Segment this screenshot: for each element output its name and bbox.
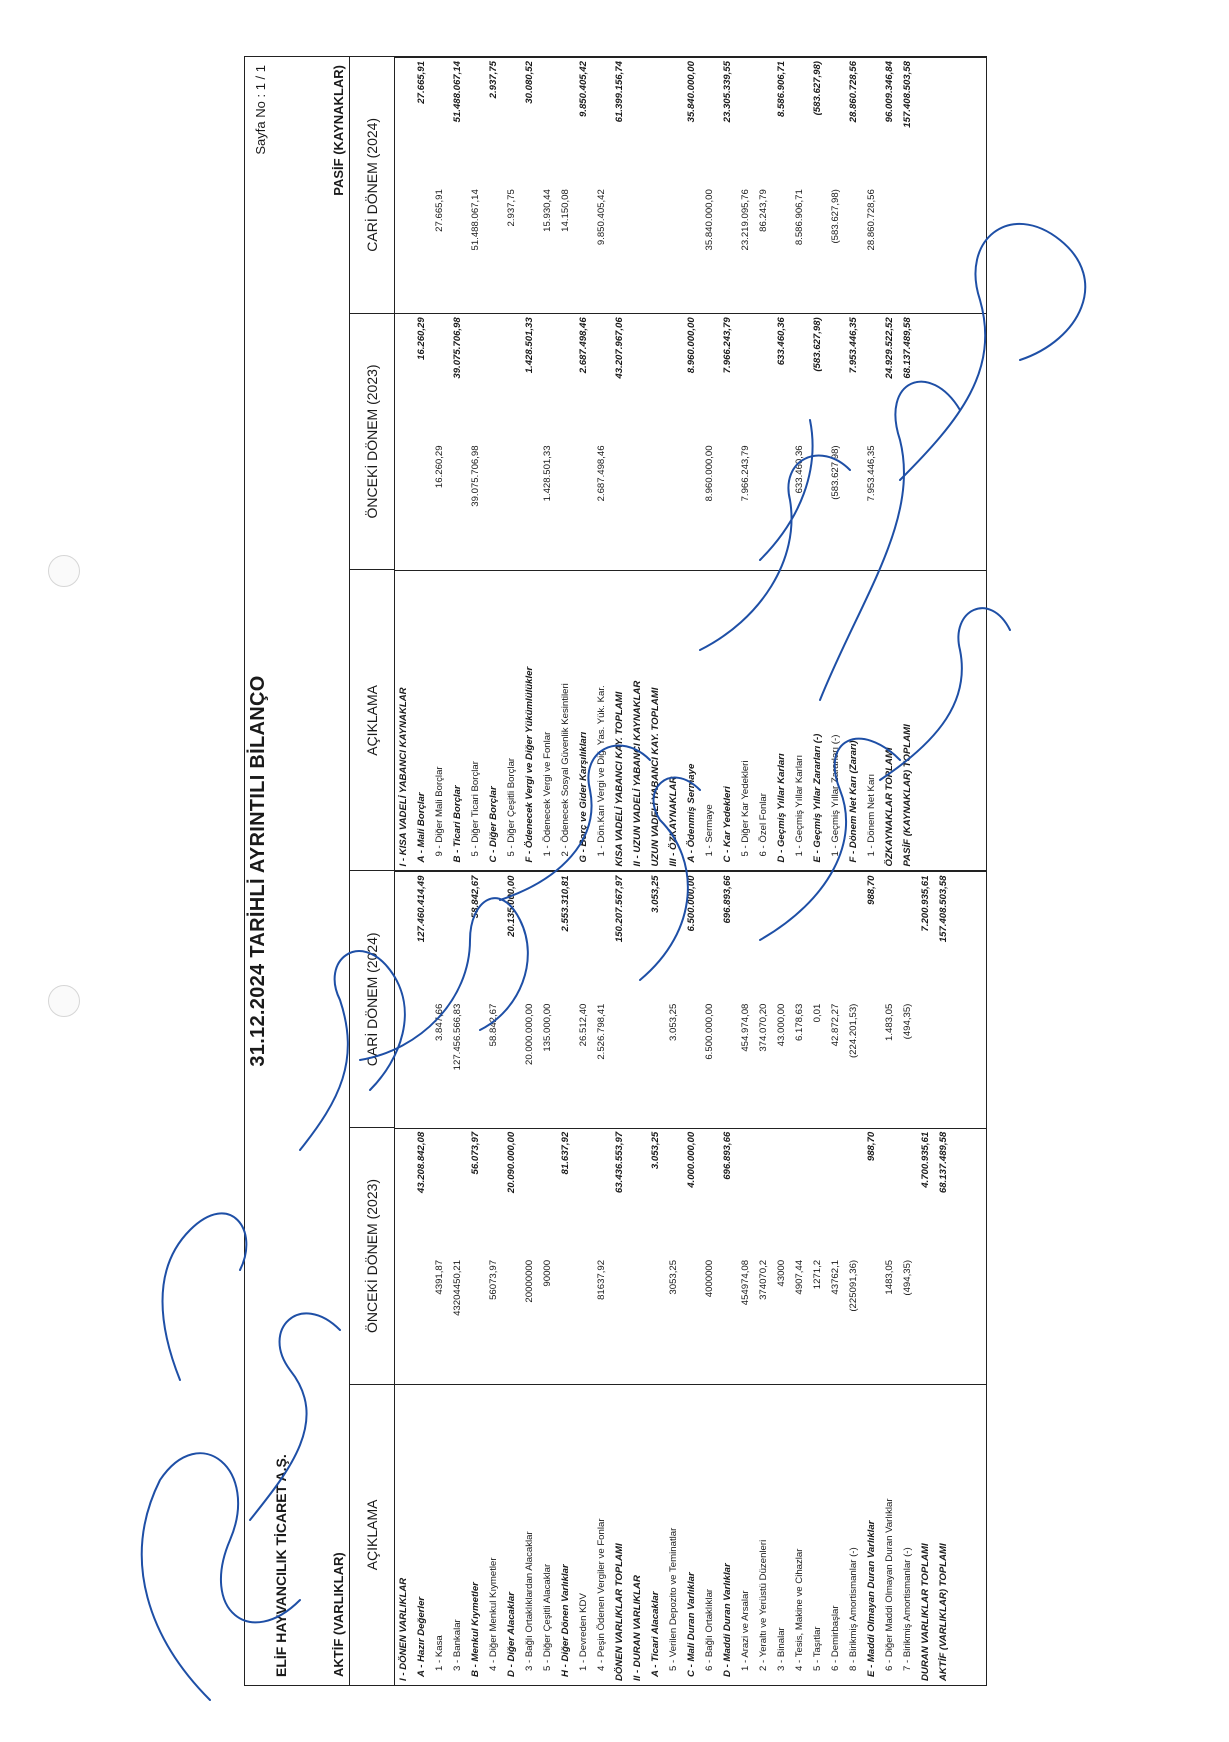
cur-detail-value: 2.526.798,41 bbox=[596, 1003, 607, 1060]
row-description: 5 - Diğer Çeşitli Borçlar bbox=[506, 757, 517, 857]
prev-detail-value: 454974,08 bbox=[740, 1259, 751, 1306]
table-row bbox=[413, 57, 431, 871]
table-row bbox=[431, 872, 449, 1686]
row-description: 3 - Bankalar bbox=[452, 1619, 463, 1671]
aktif-desc-header: AÇIKLAMA bbox=[350, 1384, 394, 1685]
row-description: 6 - Özel Fonlar bbox=[758, 793, 769, 857]
cur-detail-value: 27.665,91 bbox=[434, 189, 445, 232]
table-row bbox=[701, 57, 719, 871]
row-description: 7 - Birikmiş Amortismanlar (-) bbox=[902, 1547, 913, 1671]
table-row bbox=[503, 872, 521, 1686]
cur-total-value: 23.305.339,55 bbox=[722, 61, 733, 123]
pasif-section-title: PASİF (KAYNAKLAR) bbox=[331, 65, 346, 196]
cur-total-value: 61.399.156,74 bbox=[614, 61, 625, 123]
balance-grid bbox=[349, 56, 987, 1686]
prev-total-value: 43.208.842,08 bbox=[416, 1131, 427, 1194]
cur-total-value: 9.850.405,42 bbox=[578, 61, 589, 118]
prev-total-value: 633.460,36 bbox=[776, 317, 787, 366]
cur-detail-value: 3.053,25 bbox=[668, 1003, 679, 1041]
cur-total-value: 157.408.503,58 bbox=[902, 61, 913, 128]
row-description: 5 - Verilen Depozito ve Teminatlar bbox=[668, 1527, 679, 1671]
cur-detail-value: 20.000.000,00 bbox=[524, 1003, 535, 1065]
table-row bbox=[827, 872, 845, 1686]
cur-detail-value: 3.847,66 bbox=[434, 1003, 445, 1041]
cur-total-value: 51.488.067,14 bbox=[452, 61, 463, 123]
cur-total-value: 150.207.567,97 bbox=[614, 875, 625, 943]
table-row bbox=[737, 57, 755, 871]
table-row bbox=[395, 57, 413, 871]
cur-total-value: 2.937,75 bbox=[488, 61, 499, 99]
cur-total-value: 58.842,67 bbox=[470, 875, 481, 919]
prev-detail-value: (583.627,98) bbox=[830, 445, 841, 500]
aktif-prev-header: ÖNCEKİ DÖNEM (2023) bbox=[350, 1127, 394, 1384]
table-row bbox=[593, 57, 611, 871]
prev-detail-value: 2.687.498,46 bbox=[596, 445, 607, 502]
row-description: 4 - Tesis, Makine ve Cihazlar bbox=[794, 1548, 805, 1671]
cur-detail-value: 6.500.000,00 bbox=[704, 1003, 715, 1060]
prev-total-value: 2.687.498,46 bbox=[578, 317, 589, 374]
cur-total-value: 7.200.935,61 bbox=[920, 875, 931, 932]
cur-total-value: (583.627,98) bbox=[812, 61, 823, 116]
row-description: III - ÖZKAYNAKLAR bbox=[668, 776, 679, 867]
table-row bbox=[413, 872, 431, 1686]
cur-detail-value: 23.219.095,76 bbox=[740, 189, 751, 251]
row-description: E - Geçmiş Yıllar Zararları (-) bbox=[812, 733, 823, 863]
row-description: E - Maddi Olmayan Duran Varlıklar bbox=[866, 1520, 877, 1677]
row-description: 4 - Peşin Ödenen Vergiler ve Fonlar bbox=[596, 1518, 607, 1671]
prev-total-value: 696.893,66 bbox=[722, 1131, 733, 1180]
cur-detail-value: 14.150,08 bbox=[560, 189, 571, 232]
row-description: 6 - Diğer Maddi Olmayan Duran Varlıklar bbox=[884, 1498, 895, 1671]
table-row bbox=[449, 872, 467, 1686]
prev-detail-value: (494,35) bbox=[902, 1259, 913, 1296]
table-row bbox=[773, 57, 791, 871]
cur-detail-value: 35.840.000,00 bbox=[704, 189, 715, 251]
aktif-cur-header: CARİ DÖNEM (2024) bbox=[364, 932, 380, 1067]
cur-total-value: 27.665,91 bbox=[416, 61, 427, 104]
prev-total-value: 7.966.243,79 bbox=[722, 317, 733, 374]
prev-total-value: 4.000.000,00 bbox=[686, 1131, 697, 1188]
table-row bbox=[755, 872, 773, 1686]
prev-detail-value: 39.075.706,98 bbox=[470, 445, 481, 507]
row-description: 5 - Taşıtlar bbox=[812, 1626, 823, 1671]
cur-detail-value: 58.842,67 bbox=[488, 1003, 499, 1047]
row-description: DURAN VARLIKLAR TOPLAMI bbox=[920, 1543, 931, 1681]
row-description: B - Ticari Borçlar bbox=[452, 785, 463, 863]
prev-total-value: 16.260,29 bbox=[416, 317, 427, 360]
table-row bbox=[791, 57, 809, 871]
table-row bbox=[863, 57, 881, 871]
cur-detail-value: 0,01 bbox=[812, 1003, 823, 1023]
cur-detail-value: 127.456.566,83 bbox=[452, 1003, 463, 1071]
table-row bbox=[449, 57, 467, 871]
table-row bbox=[575, 872, 593, 1686]
row-description: 1 - Kasa bbox=[434, 1635, 445, 1671]
prev-detail-value: 8.960.000,00 bbox=[704, 445, 715, 502]
prev-detail-value: 43000 bbox=[776, 1259, 787, 1287]
prev-detail-value: 43762,1 bbox=[830, 1259, 841, 1295]
row-description: UZUN VADELİ YABANCI KAY. TOPLAMI bbox=[650, 687, 661, 867]
table-row bbox=[395, 872, 413, 1686]
cur-detail-value: 8.586.906,71 bbox=[794, 189, 805, 246]
prev-total-value: 68.137.489,58 bbox=[902, 317, 913, 379]
table-row bbox=[521, 872, 539, 1686]
row-description: F - Ödenecek Vergi ve Diğer Yükümlülükler bbox=[524, 666, 535, 863]
prev-detail-value: 81637,92 bbox=[596, 1259, 607, 1300]
row-description: 6 - Demirbaşlar bbox=[830, 1605, 841, 1671]
cur-total-value: 127.460.414,49 bbox=[416, 875, 427, 943]
row-description: 3 - Bağlı Ortaklıklardan Alacaklar bbox=[524, 1531, 535, 1671]
cur-detail-value: 454.974,08 bbox=[740, 1003, 751, 1052]
table-row bbox=[629, 57, 647, 871]
cur-detail-value: (494,35) bbox=[902, 1003, 913, 1040]
table-row bbox=[845, 57, 863, 871]
cur-total-value: 2.553.310,81 bbox=[560, 875, 571, 932]
prev-detail-value: 1.428.501,33 bbox=[542, 445, 553, 502]
prev-total-value: 988,70 bbox=[866, 1131, 877, 1162]
prev-detail-value: 4391,87 bbox=[434, 1259, 445, 1295]
pasif-body bbox=[395, 57, 986, 871]
row-description: 1 - Devreden KDV bbox=[578, 1593, 589, 1671]
cur-total-value: 8.586.906,71 bbox=[776, 61, 787, 118]
company-name: ELİF HAYVANCILIK TİCARET A.Ş. bbox=[273, 1454, 289, 1677]
row-description: PASİF (KAYNAKLAR) TOPLAMI bbox=[902, 724, 913, 867]
cur-detail-value: 15.930,44 bbox=[542, 189, 553, 232]
cur-detail-value: 28.860.728,56 bbox=[866, 189, 877, 251]
table-row bbox=[557, 872, 575, 1686]
aktif-table bbox=[350, 871, 986, 1686]
table-row bbox=[791, 872, 809, 1686]
cur-total-value: 28.860.728,56 bbox=[848, 61, 859, 123]
aktif-section-title: AKTİF (VARLIKLAR) bbox=[331, 1552, 346, 1677]
cur-total-value: 20.135.000,00 bbox=[506, 875, 517, 937]
prev-detail-value: (225091,36) bbox=[848, 1259, 859, 1312]
row-description: B - Menkul Kıymetler bbox=[470, 1582, 481, 1677]
table-row bbox=[503, 57, 521, 871]
row-description: II - UZUN VADELİ YABANCI KAYNAKLAR bbox=[632, 680, 643, 867]
prev-detail-value: 1271,2 bbox=[812, 1259, 823, 1290]
punch-hole bbox=[48, 985, 80, 1017]
table-row bbox=[521, 57, 539, 871]
table-row bbox=[773, 872, 791, 1686]
table-row bbox=[845, 872, 863, 1686]
table-row bbox=[755, 57, 773, 871]
sheet-header bbox=[244, 56, 349, 1686]
row-description: A - Ödenmiş Sermaye bbox=[686, 763, 697, 863]
table-row bbox=[863, 872, 881, 1686]
table-row bbox=[683, 57, 701, 871]
prev-detail-value: 7.953.446,35 bbox=[866, 445, 877, 502]
row-description: II - DURAN VARLIKLAR bbox=[632, 1575, 643, 1681]
row-description: 8 - Birikmiş Amortismanlar (-) bbox=[848, 1547, 859, 1671]
row-description: DÖNEN VARLIKLAR TOPLAMI bbox=[614, 1543, 625, 1681]
row-description: 1 - Sermaye bbox=[704, 804, 715, 857]
signature-stroke bbox=[163, 1213, 247, 1380]
prev-total-value: 56.073,97 bbox=[470, 1131, 481, 1175]
aktif-body bbox=[395, 872, 986, 1686]
prev-total-value: (583.627,98) bbox=[812, 317, 823, 372]
cur-detail-value: 51.488.067,14 bbox=[470, 189, 481, 251]
row-description: AKTİF (VARLIKLAR) TOPLAMI bbox=[938, 1543, 949, 1681]
cur-detail-value: 9.850.405,42 bbox=[596, 189, 607, 246]
cur-detail-value: 6.178,63 bbox=[794, 1003, 805, 1041]
cur-total-value: 35.840.000,00 bbox=[686, 61, 697, 123]
prev-detail-value: 7.966.243,79 bbox=[740, 445, 751, 502]
prev-detail-value: 90000 bbox=[542, 1259, 553, 1287]
row-description: ÖZKAYNAKLAR TOPLAMI bbox=[884, 747, 895, 867]
cur-total-value: 157.408.503,58 bbox=[938, 875, 949, 943]
prev-detail-value: 4000000 bbox=[704, 1259, 715, 1298]
table-row bbox=[539, 57, 557, 871]
row-description: A - Mali Borçlar bbox=[416, 792, 427, 863]
row-description: C - Kar Yedekleri bbox=[722, 786, 733, 863]
prev-total-value: 81.637,92 bbox=[560, 1131, 571, 1175]
pasif-rows bbox=[395, 57, 917, 871]
table-row bbox=[593, 872, 611, 1686]
prev-detail-value: 1483,05 bbox=[884, 1259, 895, 1295]
prev-detail-value: 374070,2 bbox=[758, 1259, 769, 1300]
cur-total-value: 30.080,52 bbox=[524, 61, 535, 104]
row-description: 1 - Arazi ve Arsalar bbox=[740, 1590, 751, 1671]
aktif-rows bbox=[395, 872, 953, 1686]
prev-total-value: 68.137.489,58 bbox=[938, 1131, 949, 1194]
table-row bbox=[935, 872, 953, 1686]
cur-detail-value: 26.512,40 bbox=[578, 1003, 589, 1047]
row-description: 1 - Geçmiş Yıllar Karları bbox=[794, 754, 805, 857]
table-row bbox=[557, 57, 575, 871]
cur-total-value: 96.009.346,84 bbox=[884, 61, 895, 123]
row-description: C - Diğer Borçlar bbox=[488, 786, 499, 863]
prev-total-value: 63.436.553,97 bbox=[614, 1131, 625, 1194]
table-row bbox=[431, 57, 449, 871]
prev-total-value: 4.700.935,61 bbox=[920, 1131, 931, 1188]
row-description: KISA VADELİ YABANCI KAY. TOPLAMI bbox=[614, 691, 625, 867]
row-description: 1 - Dön.Karı Vergi ve Diğ. Yas. Yük. Kar. bbox=[596, 685, 607, 857]
cur-detail-value: 43.000,00 bbox=[776, 1003, 787, 1047]
row-description: 4 - Diğer Menkul Kıymetler bbox=[488, 1557, 499, 1671]
prev-total-value: 7.953.446,35 bbox=[848, 317, 859, 374]
row-description: G - Borç ve Gider Karşılıkları bbox=[578, 731, 589, 863]
pasif-table bbox=[350, 57, 986, 871]
table-row bbox=[899, 872, 917, 1686]
pasif-prev-header: ÖNCEKİ DÖNEM (2023) bbox=[350, 313, 394, 570]
row-description: 1 - Geçmiş Yıllar Zararları (-) bbox=[830, 734, 841, 857]
cur-total-value: 696.893,66 bbox=[722, 875, 733, 924]
cur-total-value: 3.053,25 bbox=[650, 875, 661, 913]
prev-detail-value: 4907,44 bbox=[794, 1259, 805, 1295]
row-description: 1 - Dönem Net Karı bbox=[866, 773, 877, 857]
prev-total-value: 1.428.501,33 bbox=[524, 317, 535, 374]
row-description: H - Diğer Dönen Varlıklar bbox=[560, 1564, 571, 1677]
table-row bbox=[809, 872, 827, 1686]
row-description: I - KISA VADELİ YABANCI KAYNAKLAR bbox=[398, 687, 409, 867]
cur-detail-value: (224.201,53) bbox=[848, 1003, 859, 1059]
row-description: 6 - Bağlı Ortaklıklar bbox=[704, 1588, 715, 1671]
table-row bbox=[467, 57, 485, 871]
prev-detail-value: 3053,25 bbox=[668, 1259, 679, 1295]
prev-detail-value: 633.460,36 bbox=[794, 445, 805, 494]
row-description: A - Ticari Alacaklar bbox=[650, 1591, 661, 1677]
table-row bbox=[539, 872, 557, 1686]
prev-detail-value: 20000000 bbox=[524, 1259, 535, 1303]
table-row bbox=[611, 872, 629, 1686]
table-row bbox=[575, 57, 593, 871]
table-row bbox=[467, 872, 485, 1686]
cur-detail-value: 86.243,79 bbox=[758, 189, 769, 232]
cur-detail-value: (583.627,98) bbox=[830, 189, 841, 244]
table-row bbox=[683, 872, 701, 1686]
table-row bbox=[737, 872, 755, 1686]
prev-detail-value: 16.260,29 bbox=[434, 445, 445, 489]
punch-hole bbox=[48, 555, 80, 587]
prev-total-value: 24.929.522,52 bbox=[884, 317, 895, 379]
table-row bbox=[809, 57, 827, 871]
cur-detail-value: 135.000,00 bbox=[542, 1003, 553, 1052]
row-description: 2 - Ödenecek Sosyal Güvenlik Kesintileri bbox=[560, 683, 571, 857]
row-description: 1 - Ödenecek Vergi ve Fonlar bbox=[542, 731, 553, 857]
pasif-column-headers bbox=[350, 57, 395, 871]
table-row bbox=[899, 57, 917, 871]
prev-total-value: 39.075.706,98 bbox=[452, 317, 463, 379]
table-row bbox=[611, 57, 629, 871]
table-row bbox=[719, 57, 737, 871]
cur-detail-value: 42.872,27 bbox=[830, 1003, 841, 1047]
prev-total-value: 3.053,25 bbox=[650, 1131, 661, 1170]
aktif-column-headers bbox=[350, 872, 395, 1686]
row-description: 2 - Yeraltı ve Yerüstü Düzenleri bbox=[758, 1539, 769, 1671]
table-row bbox=[647, 872, 665, 1686]
table-row bbox=[485, 57, 503, 871]
cur-detail-value: 1.483,05 bbox=[884, 1003, 895, 1041]
pasif-cur-header: CARİ DÖNEM (2024) bbox=[364, 117, 380, 252]
cur-total-value: 6.500.000,00 bbox=[686, 875, 697, 932]
row-description: 5 - Diğer Çeşitli Alacaklar bbox=[542, 1563, 553, 1671]
row-description: D - Maddi Duran Varlıklar bbox=[722, 1563, 733, 1677]
prev-total-value: 20.090.000,00 bbox=[506, 1131, 517, 1194]
table-row bbox=[629, 872, 647, 1686]
row-description: 5 - Diğer Ticari Borçlar bbox=[470, 761, 481, 857]
row-description: D - Diğer Alacaklar bbox=[506, 1592, 517, 1677]
table-row bbox=[719, 872, 737, 1686]
prev-total-value: 43.207.967,06 bbox=[614, 317, 625, 379]
row-description: 3 - Binalar bbox=[776, 1627, 787, 1671]
row-description: 5 - Diğer Kar Yedekleri bbox=[740, 760, 751, 857]
table-row bbox=[881, 872, 899, 1686]
table-row bbox=[827, 57, 845, 871]
row-description: C - Mali Duran Varlıklar bbox=[686, 1572, 697, 1677]
table-row bbox=[647, 57, 665, 871]
cur-total-value: 988,70 bbox=[866, 875, 877, 905]
row-description: F - Dönem Net Karı (Zararı) bbox=[848, 740, 859, 863]
row-description: D - Geçmiş Yıllar Karları bbox=[776, 753, 787, 863]
prev-detail-value: 43204450,21 bbox=[452, 1259, 463, 1316]
row-description: 9 - Diğer Mali Borçlar bbox=[434, 766, 445, 857]
page-title: 31.12.2024 TARİHLİ AYRINTILI BİLANÇO bbox=[247, 675, 269, 1067]
table-row bbox=[881, 57, 899, 871]
balance-sheet bbox=[244, 56, 984, 1686]
prev-total-value: 8.960.000,00 bbox=[686, 317, 697, 374]
pasif-desc-header: AÇIKLAMA bbox=[350, 569, 394, 870]
table-row bbox=[485, 872, 503, 1686]
prev-detail-value: 56073,97 bbox=[488, 1259, 499, 1300]
table-row bbox=[917, 872, 935, 1686]
cur-detail-value: 374.070,20 bbox=[758, 1003, 769, 1052]
cur-detail-value: 2.937,75 bbox=[506, 189, 517, 227]
row-description: A - Hazır Değerler bbox=[416, 1596, 427, 1677]
page-number: Sayfa No : 1 / 1 bbox=[253, 65, 268, 155]
table-row bbox=[665, 872, 683, 1686]
table-row bbox=[701, 872, 719, 1686]
row-description: I - DÖNEN VARLIKLAR bbox=[398, 1577, 409, 1681]
table-row bbox=[665, 57, 683, 871]
